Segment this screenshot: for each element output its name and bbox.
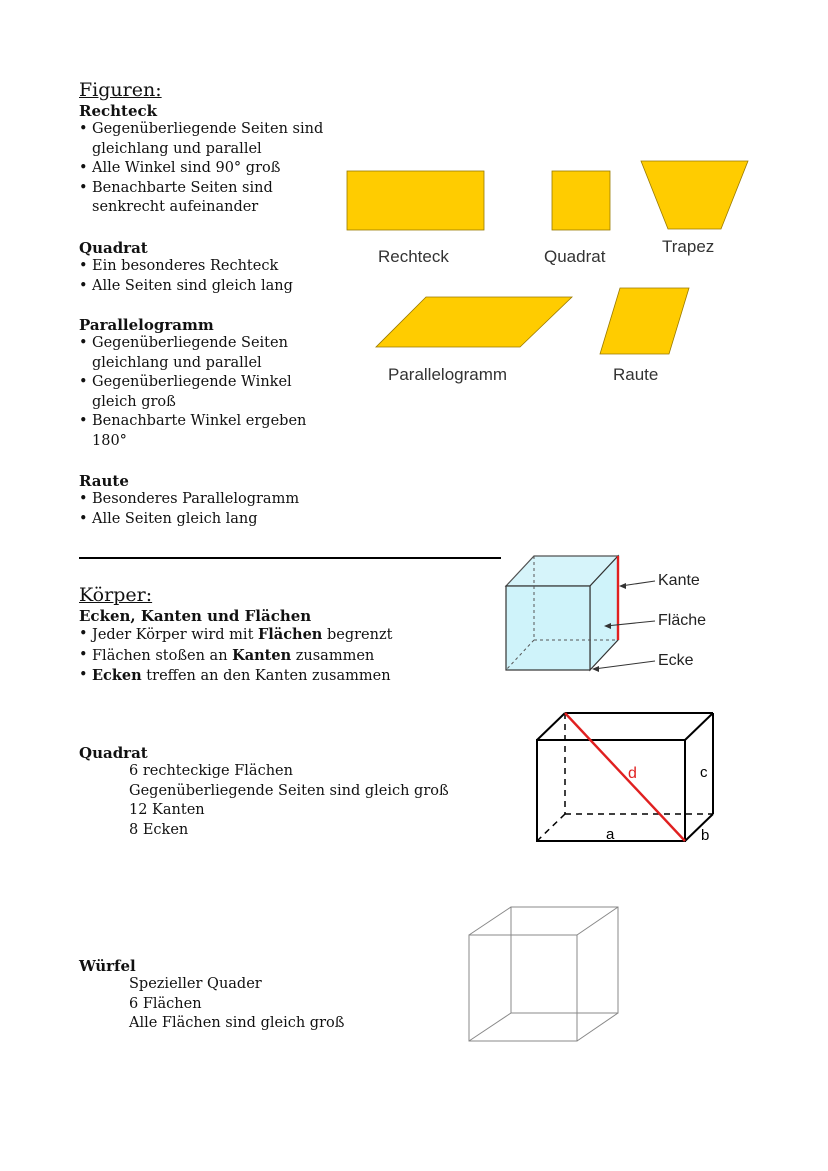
section-divider bbox=[79, 557, 501, 559]
ecke-pointer bbox=[594, 661, 655, 669]
figures-heading: Figuren: bbox=[79, 79, 162, 101]
wuerfel-line: Spezieller Quader bbox=[129, 976, 262, 992]
list-item: • Benachbarte Winkel ergeben 180° bbox=[79, 412, 334, 451]
list-item: • Alle Winkel sind 90° groß bbox=[79, 159, 334, 179]
label-ecke: Ecke bbox=[658, 652, 694, 669]
section-ecken-kanten-flaechen bbox=[79, 607, 479, 687]
list-item: • Alle Seiten gleich lang bbox=[79, 510, 334, 530]
list-item bbox=[79, 625, 479, 646]
rechteck-list bbox=[79, 120, 334, 218]
raute-list bbox=[79, 490, 334, 529]
section-quadrat bbox=[79, 239, 334, 296]
cuboid-illustration bbox=[530, 705, 725, 850]
shapes-illustration bbox=[340, 150, 760, 400]
rechteck-title: Rechteck bbox=[79, 102, 158, 120]
quader-title: Quadrat bbox=[79, 744, 148, 762]
quadrat-shape bbox=[552, 171, 610, 230]
list-item: • Alle Seiten sind gleich lang bbox=[79, 277, 334, 297]
label-kante: Kante bbox=[658, 572, 700, 589]
item-text: begrenzt bbox=[322, 627, 393, 643]
cuboid-edge bbox=[685, 713, 713, 740]
quader-line: Gegenüberliegende Seiten sind gleich groß bbox=[129, 782, 449, 799]
wuerfel-line: Alle Flächen sind gleich groß bbox=[129, 1015, 345, 1031]
cuboid-edge bbox=[537, 713, 565, 740]
section-quader bbox=[79, 744, 499, 840]
raute-title: Raute bbox=[79, 472, 129, 490]
wire-edge bbox=[577, 907, 618, 935]
label-a: a bbox=[606, 826, 615, 843]
trapez-shape bbox=[641, 161, 748, 229]
list-item: • Besonderes Parallelogramm bbox=[79, 490, 334, 510]
label-flaeche: Fläche bbox=[658, 612, 707, 629]
wireframe-cube-illustration bbox=[460, 898, 630, 1053]
wire-back bbox=[511, 907, 618, 1013]
ecken-list bbox=[79, 625, 479, 687]
label-trapez: Trapez bbox=[662, 237, 715, 256]
label-rechteck: Rechteck bbox=[378, 247, 449, 266]
quadrat-title: Quadrat bbox=[79, 239, 148, 257]
parallelogramm-title: Parallelogramm bbox=[79, 316, 214, 334]
ecken-title: Ecken, Kanten und Flächen bbox=[79, 607, 312, 625]
list-item: • Ein besonderes Rechteck bbox=[79, 257, 334, 277]
rechteck-shape bbox=[347, 171, 484, 230]
item-bold: Ecken bbox=[92, 667, 142, 684]
parallelogramm-list bbox=[79, 334, 334, 451]
section-rechteck bbox=[79, 102, 334, 218]
raute-shape bbox=[600, 288, 689, 354]
item-bold: Kanten bbox=[232, 646, 292, 664]
list-item: • Gegenüberliegende Seiten sind gleichlang und parallel bbox=[79, 120, 334, 159]
item-text: Flächen stoßen an bbox=[92, 647, 233, 664]
wire-edge bbox=[577, 1013, 618, 1041]
item-text: treffen an den Kanten zusammen bbox=[141, 668, 391, 684]
label-raute: Raute bbox=[613, 365, 659, 384]
label-d: d bbox=[628, 765, 637, 782]
wuerfel-line: 6 Flächen bbox=[129, 995, 202, 1012]
wire-edge bbox=[469, 1013, 511, 1041]
item-bold: Flächen bbox=[258, 626, 323, 643]
quader-line: 6 rechteckige Flächen bbox=[129, 763, 293, 779]
label-parallelogramm: Parallelogramm bbox=[388, 365, 508, 384]
wire-front bbox=[469, 935, 577, 1041]
list-item: • Gegenüberliegende Winkel gleich groß bbox=[79, 373, 334, 412]
quader-line: 8 Ecken bbox=[129, 821, 189, 838]
list-item: • Gegenüberliegende Seiten gleichlang und parallel bbox=[79, 334, 334, 373]
list-item: • Benachbarte Seiten sind senkrecht aufeinander bbox=[79, 179, 334, 218]
kante-arrowhead bbox=[619, 583, 626, 589]
label-c: c bbox=[700, 764, 708, 781]
item-text: zusammen bbox=[291, 647, 375, 664]
quader-line: 12 Kanten bbox=[129, 802, 205, 818]
label-b: b bbox=[701, 827, 710, 844]
wuerfel-title: Würfel bbox=[79, 957, 136, 975]
list-item bbox=[79, 666, 479, 687]
label-quadrat: Quadrat bbox=[544, 247, 606, 266]
cube-front-face bbox=[506, 586, 590, 670]
wire-edge bbox=[469, 907, 511, 935]
section-wuerfel bbox=[79, 957, 479, 1034]
parallelogramm-shape bbox=[376, 297, 572, 347]
item-text: Jeder Körper wird mit bbox=[92, 627, 258, 643]
list-item bbox=[79, 646, 479, 667]
section-parallelogramm bbox=[79, 316, 334, 451]
section-raute bbox=[79, 472, 334, 529]
space-diagonal bbox=[565, 713, 685, 841]
kante-pointer bbox=[621, 581, 655, 586]
hidden-edge bbox=[537, 814, 565, 841]
quadrat-list bbox=[79, 257, 334, 296]
cube-parts-illustration bbox=[500, 550, 660, 680]
bodies-heading: Körper: bbox=[79, 584, 153, 606]
